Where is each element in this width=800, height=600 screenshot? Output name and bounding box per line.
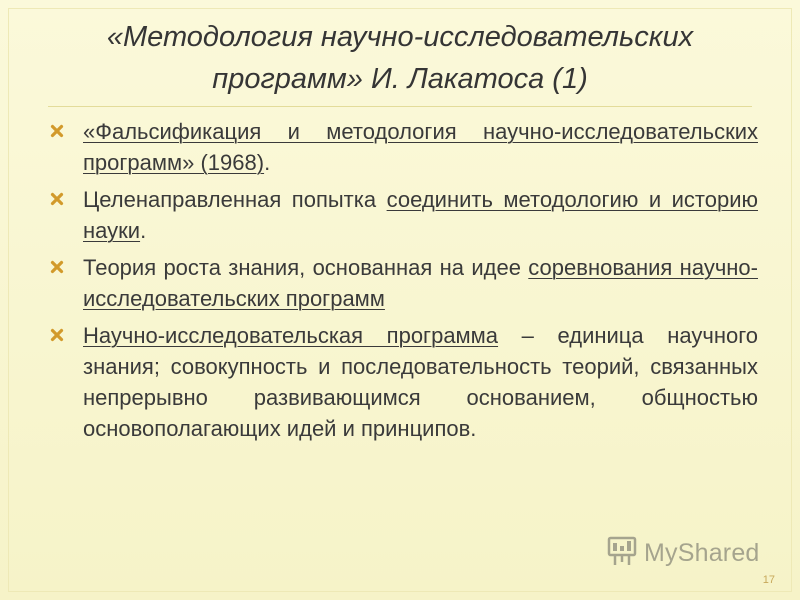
underlined-text: «Фальсификация и методология научно-исследовательских программ» (1968) xyxy=(83,119,758,175)
page-number: 17 xyxy=(762,574,775,586)
underlined-text: соединить методологию и историю науки xyxy=(83,187,758,243)
bullet-text: Целенаправленная попытка xyxy=(83,187,387,212)
bullet-item xyxy=(50,320,758,444)
x-mark-icon xyxy=(50,328,64,342)
x-mark-icon xyxy=(50,260,64,274)
title-divider xyxy=(48,106,752,107)
bullet-list xyxy=(50,116,758,450)
underlined-text: соревнования научно- исследовательских программ xyxy=(83,255,758,311)
bullet-item xyxy=(50,116,758,178)
watermark xyxy=(606,536,760,570)
presentation-board-icon xyxy=(606,535,638,572)
bullet-text: Теория роста знания, основанная на идее xyxy=(83,255,529,280)
underlined-text: Научно-исследовательская программа xyxy=(83,323,499,348)
bullet-item xyxy=(50,184,758,246)
x-mark-icon xyxy=(50,192,64,206)
bullet-item xyxy=(50,252,758,314)
bullet-text: . xyxy=(264,150,271,175)
x-mark-icon xyxy=(50,124,64,138)
slide-title: «Методология научно-исследовательских программ» И. Лакатоса (1) xyxy=(106,21,694,95)
watermark-text: MyShared xyxy=(644,538,760,567)
bullet-text: . xyxy=(140,218,147,243)
bullet-text: – единица научного знания; совокупность и последовательность теорий, связанных непрерывно развивающимся основанием, общностью основополагающих идей и принципов. xyxy=(83,323,758,441)
